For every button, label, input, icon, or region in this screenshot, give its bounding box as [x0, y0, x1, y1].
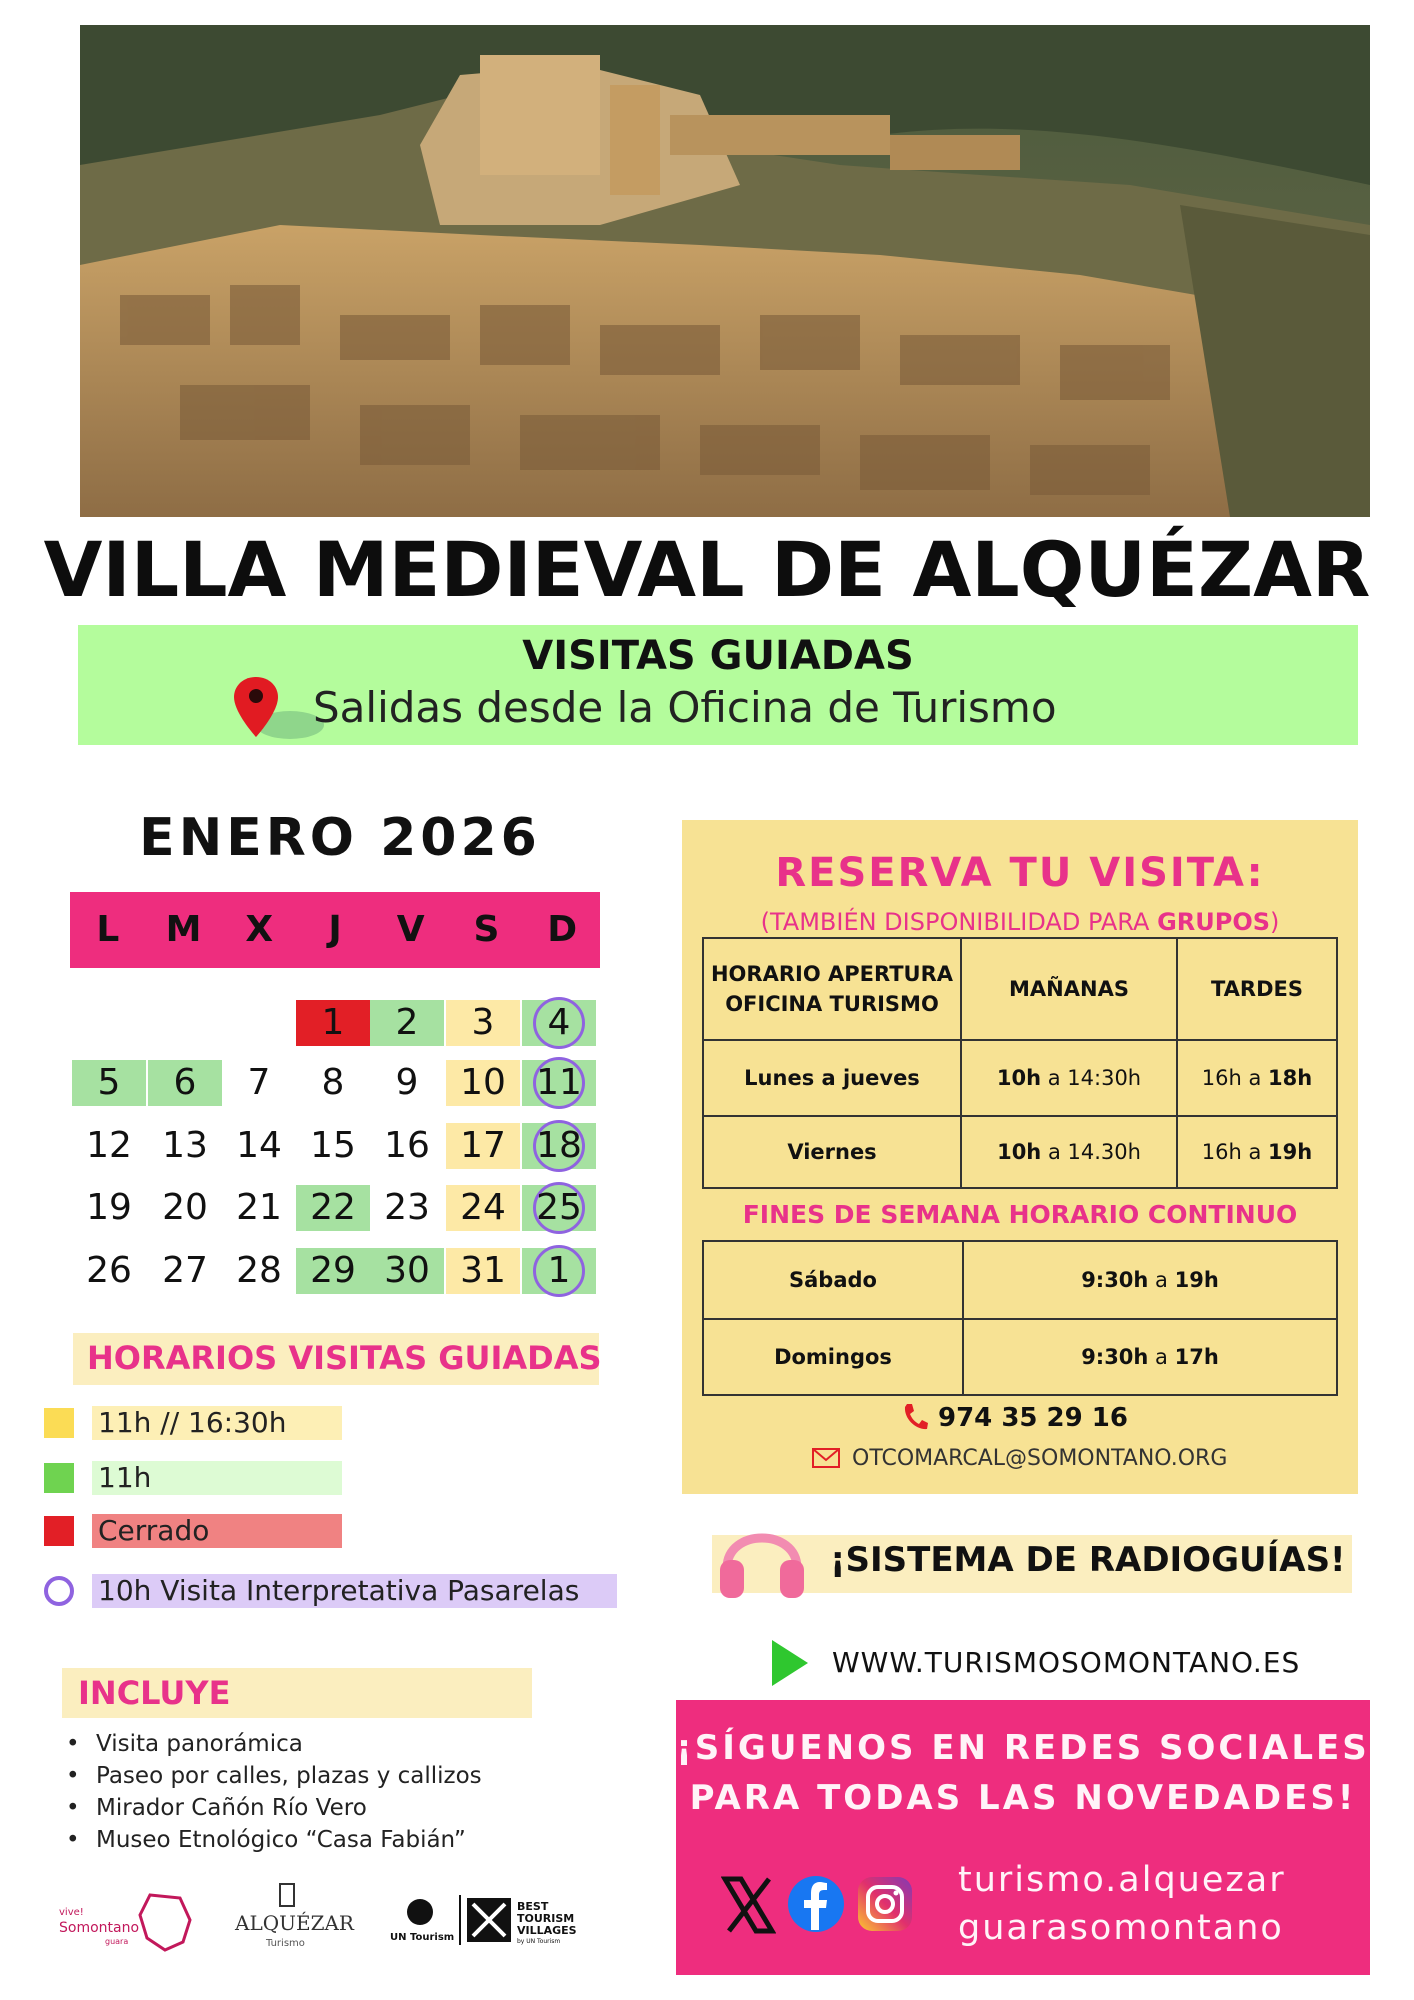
- table-row: Domingos 9:30h a 17h: [703, 1319, 1337, 1395]
- legend-label: 11h // 16:30h: [92, 1406, 342, 1440]
- weekend-table: [702, 1240, 1338, 1396]
- somontano-word: Somontano: [59, 1920, 140, 1936]
- calendar-day: 1: [522, 1248, 596, 1294]
- calendar-day: 6: [148, 1060, 222, 1106]
- radioguia-text: ¡SISTEMA DE RADIOGUÍAS!: [830, 1540, 1346, 1580]
- fines-semana-title: FINES DE SEMANA HORARIO CONTINUO: [742, 1200, 1298, 1229]
- table-row: Lunes a jueves 10h a 14:30h 16h a 18h: [703, 1040, 1337, 1116]
- list-item: • Paseo por calles, plazas y callizos: [62, 1760, 482, 1792]
- visitas-banner: [78, 625, 1358, 745]
- logos-row: [55, 1880, 615, 1960]
- social-line-1: ¡SÍGUENOS EN REDES SOCIALES: [676, 1728, 1370, 1768]
- svg-text:BEST: BEST: [517, 1900, 549, 1913]
- weekday-label: M: [165, 909, 202, 950]
- horarios-title: HORARIOS VISITAS GUIADAS: [87, 1339, 602, 1377]
- calendar-day: 8: [321, 1062, 345, 1103]
- alquezar-logo: [234, 1884, 355, 1949]
- headphones-icon: [712, 1508, 812, 1603]
- social-line-2: PARA TODAS LAS NOVEDADES!: [689, 1778, 1357, 1818]
- calendar-day: 2: [370, 1000, 444, 1046]
- calendar-day: 26: [86, 1250, 132, 1291]
- list-item: • Museo Etnológico “Casa Fabián”: [62, 1824, 482, 1856]
- weekday-label: D: [547, 909, 578, 950]
- facebook-icon[interactable]: [786, 1872, 846, 1936]
- table-header-mananas: MAÑANAS: [961, 938, 1177, 1040]
- un-tourism-logo: [390, 1895, 460, 1945]
- visitas-title: VISITAS GUIADAS: [522, 633, 914, 679]
- social-handle-2[interactable]: guarasomontano: [958, 1908, 1284, 1948]
- visitas-subtitle: Salidas desde la Oficina de Turismo: [313, 683, 1057, 732]
- social-panel: [676, 1700, 1370, 1975]
- legend-circle-swatch: [44, 1576, 74, 1606]
- alquezar-word: ALQUÉZAR: [235, 1911, 354, 1935]
- calendar-day: 15: [310, 1125, 356, 1166]
- calendar-day: 31: [446, 1248, 520, 1294]
- calendar-day: 19: [86, 1187, 132, 1228]
- legend-swatch: [44, 1463, 74, 1493]
- somontano-small: vive!: [59, 1907, 84, 1918]
- incluye-banner: [62, 1668, 532, 1718]
- calendar-day: 16: [384, 1125, 430, 1166]
- social-handle-1[interactable]: turismo.alquezar: [958, 1860, 1286, 1900]
- alquezar-sub: Turismo: [266, 1938, 305, 1949]
- calendar-day: 14: [236, 1125, 282, 1166]
- calendar-day: 4: [522, 1000, 596, 1046]
- calendar-day: 17: [446, 1123, 520, 1169]
- horarios-banner: [73, 1333, 602, 1385]
- incluye-list: [62, 1728, 482, 1856]
- un-tourism-word: UN Tourism: [390, 1932, 455, 1943]
- best-tourism-villages-logo: [467, 1898, 577, 1945]
- phone-icon: [902, 1402, 928, 1432]
- calendar-day: 23: [384, 1187, 430, 1228]
- calendar-day: 27: [162, 1250, 208, 1291]
- page-title: VILLA MEDIEVAL DE ALQUÉZAR: [43, 525, 1371, 614]
- calendar-day: 1: [296, 1000, 370, 1046]
- calendar-day: 18: [522, 1123, 596, 1169]
- reserva-subtitle: (TAMBIÉN DISPONIBILIDAD PARA GRUPOS): [760, 908, 1280, 936]
- calendar-day: 21: [236, 1187, 282, 1228]
- legend-label: 10h Visita Interpretativa Pasarelas: [92, 1574, 617, 1608]
- table-row: Sábado 9:30h a 19h: [703, 1241, 1337, 1319]
- calendar-day: 24: [446, 1185, 520, 1231]
- play-arrow-icon: [770, 1638, 810, 1688]
- weekday-label: V: [396, 909, 425, 950]
- calendar-day: 29: [296, 1248, 370, 1294]
- weekday-label: L: [96, 909, 120, 950]
- x-icon[interactable]: [721, 1875, 776, 1935]
- incluye-title: INCLUYE: [78, 1674, 231, 1712]
- weekday-label: S: [473, 909, 500, 950]
- horario-table: [702, 937, 1338, 1189]
- table-row: Viernes 10h a 14.30h 16h a 19h: [703, 1116, 1337, 1188]
- list-item: • Visita panorámica: [62, 1728, 482, 1760]
- weekday-header: [70, 892, 600, 968]
- website-link[interactable]: WWW.TURISMOSOMONTANO.ES: [832, 1646, 1301, 1679]
- calendar-day: 11: [522, 1060, 596, 1106]
- calendar-day: 3: [446, 1000, 520, 1046]
- calendar-day: 13: [162, 1125, 208, 1166]
- svg-text:TOURISM: TOURISM: [517, 1912, 575, 1925]
- svg-text:VILLAGES: VILLAGES: [517, 1924, 577, 1937]
- reserva-panel: [682, 820, 1358, 1494]
- calendar-day: 20: [162, 1187, 208, 1228]
- calendar-day: 25: [522, 1185, 596, 1231]
- legend-label: Cerrado: [92, 1514, 342, 1548]
- somontano-sub: guara: [105, 1937, 129, 1946]
- table-header-tardes: TARDES: [1177, 938, 1337, 1040]
- mail-icon: [812, 1448, 840, 1468]
- calendar-day: 22: [296, 1185, 370, 1231]
- table-header-horario: HORARIO APERTURA OFICINA TURISMO: [703, 938, 961, 1040]
- hero-photo: [80, 25, 1370, 517]
- calendar-month: ENERO 2026: [139, 808, 541, 868]
- calendar-day: 5: [72, 1060, 146, 1106]
- calendar-day: 9: [395, 1062, 419, 1103]
- calendar-day: 30: [370, 1248, 444, 1294]
- legend-swatch: [44, 1516, 74, 1546]
- list-item: • Mirador Cañón Río Vero: [62, 1792, 482, 1824]
- instagram-icon[interactable]: [856, 1875, 914, 1933]
- phone-number[interactable]: 974 35 29 16: [902, 1402, 1128, 1433]
- calendar-day: 7: [247, 1062, 271, 1103]
- legend-label: 11h: [92, 1461, 342, 1495]
- weekday-label: X: [245, 909, 274, 950]
- calendar-day: 12: [86, 1125, 132, 1166]
- legend-swatch: [44, 1408, 74, 1438]
- calendar-day: 10: [446, 1060, 520, 1106]
- calendar-day: 28: [236, 1250, 282, 1291]
- email-link[interactable]: OTCOMARCAL@SOMONTANO.ORG: [812, 1446, 1227, 1471]
- weekday-label: J: [328, 909, 342, 950]
- svg-text:by UN Tourism: by UN Tourism: [517, 1938, 561, 1945]
- reserva-title: RESERVA TU VISITA:: [775, 850, 1265, 896]
- somontano-logo: [59, 1895, 190, 1950]
